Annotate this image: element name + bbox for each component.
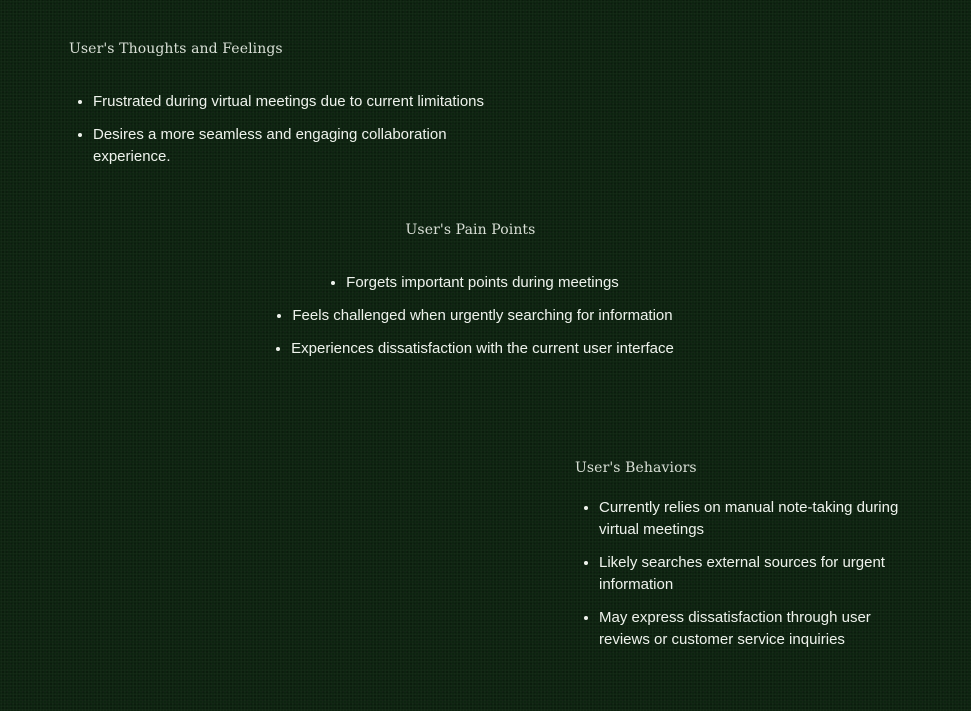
pain-points-item: Experiences dissatisfaction with the current user interface xyxy=(267,338,674,360)
behaviors-heading: User's Behaviors xyxy=(575,460,697,476)
behaviors-section xyxy=(575,460,915,662)
pain-points-item: Feels challenged when urgently searching for information xyxy=(268,305,672,327)
behaviors-item: May express dissatisfaction through user reviews or customer service inquiries xyxy=(575,607,899,651)
thoughts-feelings-item: Desires a more seamless and engaging collaboration experience. xyxy=(69,124,503,168)
behaviors-list xyxy=(575,497,915,651)
thoughts-feelings-heading: User's Thoughts and Feelings xyxy=(69,41,283,57)
thoughts-feelings-list xyxy=(69,91,529,168)
behaviors-item: Likely searches external sources for urgent information xyxy=(575,552,899,596)
behaviors-item: Currently relies on manual note-taking during virtual meetings xyxy=(575,497,899,541)
thoughts-feelings-section xyxy=(69,41,529,179)
pain-points-heading: User's Pain Points xyxy=(405,222,536,238)
pain-points-section xyxy=(0,222,941,371)
pain-points-list xyxy=(0,272,941,371)
pain-points-item: Forgets important points during meetings xyxy=(322,272,619,294)
thoughts-feelings-item: Frustrated during virtual meetings due to current limitations xyxy=(69,91,503,113)
